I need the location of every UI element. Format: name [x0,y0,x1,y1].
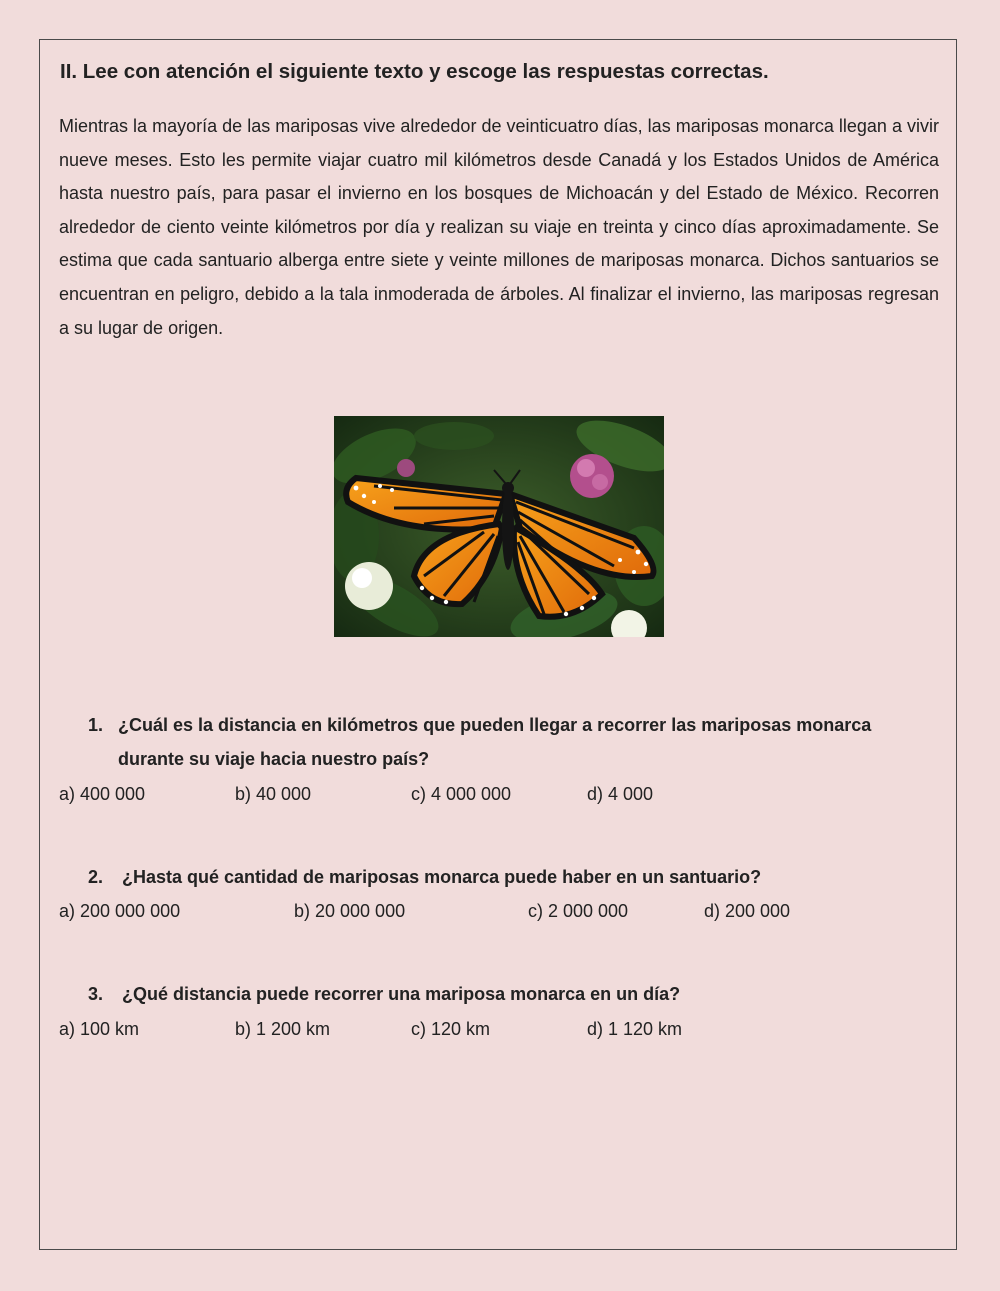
question-number: 1. [88,715,104,735]
answer-option[interactable]: c) 120 km [411,1019,491,1039]
answer-option[interactable]: b) 20 000 000 [294,901,406,921]
answer-option[interactable]: b) 40 000 [235,784,312,804]
question-number: 2. [88,867,104,887]
answer-option[interactable]: a) 100 km [59,1019,140,1039]
answer-option[interactable]: b) 1 200 km [235,1019,331,1039]
answer-option[interactable]: c) 2 000 000 [528,901,629,921]
question-number: 3. [88,984,104,1004]
question-text: ¿Hasta qué cantidad de mariposas monarca puede haber en un santuario? [122,867,762,887]
instructions-heading: II. Lee con atención el siguiente texto y escoge las respuestas correctas. [60,60,769,83]
answer-option[interactable]: c) 4 000 000 [411,784,512,804]
answer-option[interactable]: a) 200 000 000 [59,901,181,921]
question-text: ¿Cuál es la distancia en kilómetros que pueden llegar a recorrer las mariposas monarca durante su viaje hacia nuestro país? [118,715,872,769]
answer-option[interactable]: d) 4 000 [587,784,654,804]
reading-passage: Mientras la mayoría de las mariposas vive alrededor de veinticuatro días, las mariposas monarca llegan a vivir nueve meses. Esto les permite viajar cuatro mil kilómetros desde Canadá y los Estados Unidos de América hasta nuestro país, para pasar el invierno en los bosques de Michoacán y del Estado de México. Recorren alrededor de ciento veinte kilómetros por día y realizan su viaje en treinta y cinco días aproximadamente. Se estima que cada santuario alberga entre siete y veinte millones de mariposas monarca. Dichos santuarios se encuentran en peligro, debido a la tala inmoderada de árboles. Al finalizar el invierno, las mariposas regresan a su lugar de origen. [59,116,939,338]
question-text: ¿Qué distancia puede recorrer una mariposa monarca en un día? [122,984,681,1004]
answer-option[interactable]: a) 400 000 [59,784,146,804]
monarch-butterfly-photo [334,416,664,637]
answer-option[interactable]: d) 200 000 [704,901,791,921]
answer-option[interactable]: d) 1 120 km [587,1019,683,1039]
